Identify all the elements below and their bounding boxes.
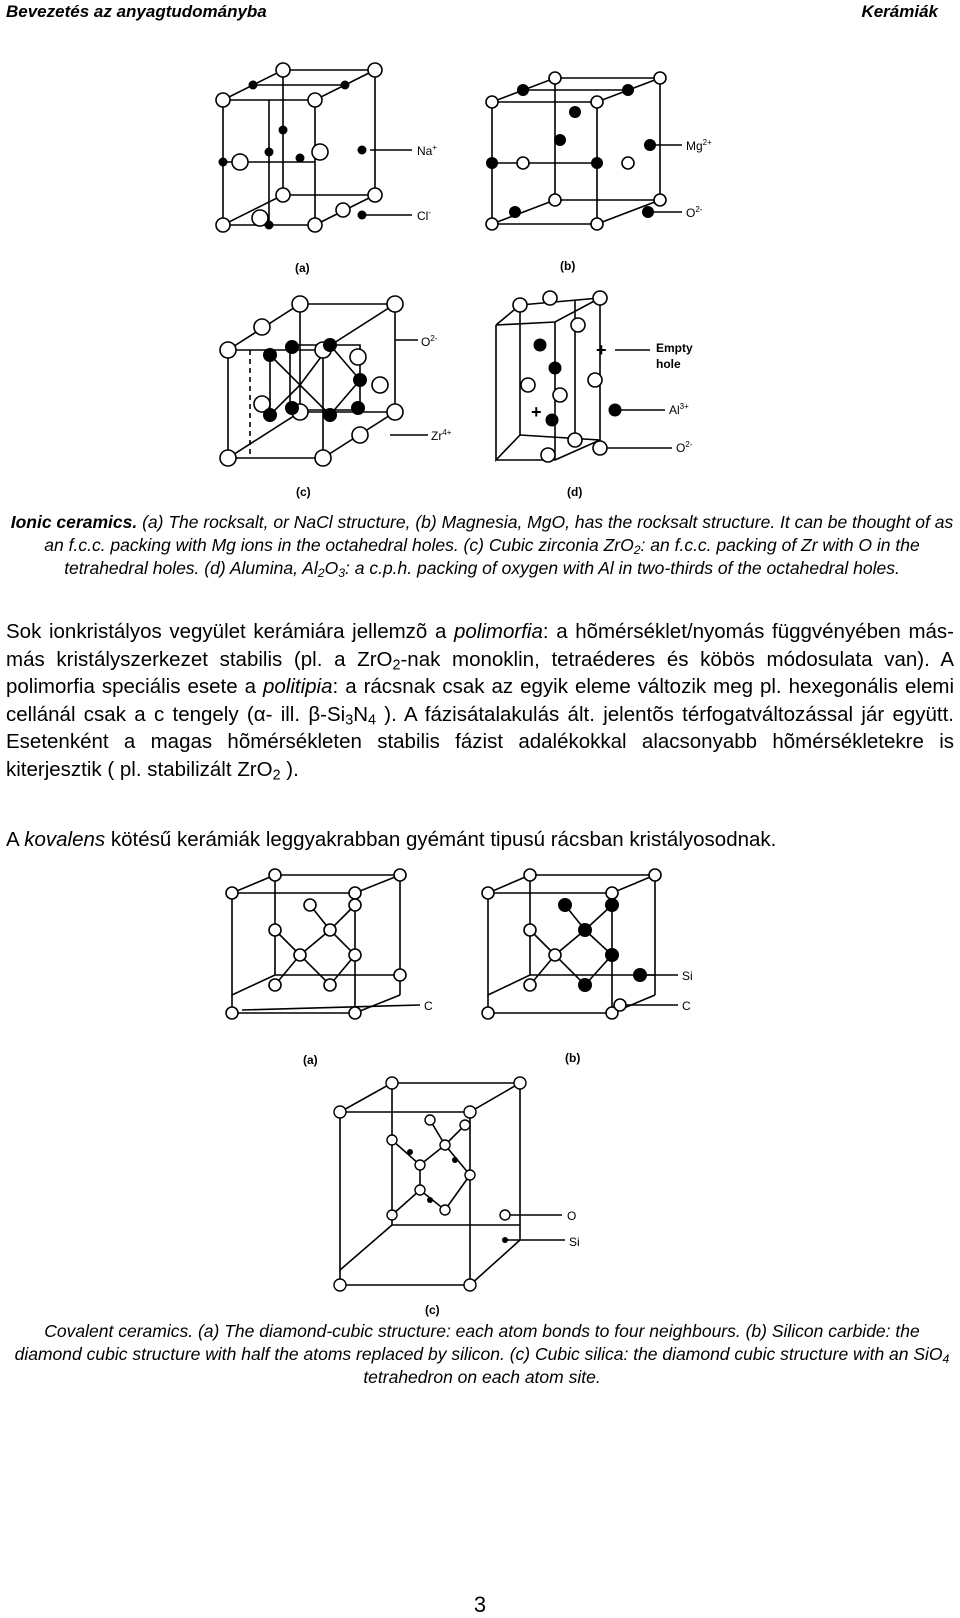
covalent-figure-labels	[303, 969, 693, 1317]
zirconia-cube-c	[228, 304, 395, 458]
covalent-ceramics-figure	[0, 860, 960, 1320]
magnesia-mg-atoms	[486, 84, 656, 218]
diamond-atoms	[226, 869, 406, 1019]
rocksalt-atoms	[216, 63, 382, 232]
rocksalt-cube-a	[223, 70, 375, 225]
svg-text:O: O	[567, 1209, 577, 1223]
para-text: N	[353, 702, 368, 726]
silicon-carbide-c-atoms	[482, 869, 661, 1019]
svg-text:(b): (b)	[560, 259, 576, 273]
svg-text:(b): (b)	[565, 1051, 581, 1065]
svg-text:(a): (a)	[295, 261, 310, 275]
para-emphasis: politipia	[262, 675, 333, 698]
para-text: : a rácsnak csak az egyik eleme változik meg pl. hexegonális elemi cellánál csak a c tengely (α- ill. β-Si	[6, 675, 955, 726]
para-subscript: 4	[368, 712, 376, 729]
para-emphasis: polimorfia	[454, 620, 543, 643]
svg-text:(d): (d)	[567, 485, 583, 499]
caption-subscript: 3	[338, 566, 346, 581]
svg-text:+: +	[596, 340, 607, 360]
ionic-ceramics-caption	[10, 511, 954, 580]
svg-text:Mg2+: $Mg^{2+}$	[686, 138, 712, 153]
ionic-ceramics-figure	[0, 55, 960, 505]
caption-text: : an f.c.c. packing of Zr with O in the tetrahedral holes. (d) Alumina, Al	[64, 535, 920, 578]
para-text: Sok ionkristályos vegyület kerámiára jellemzõ a	[6, 620, 454, 643]
svg-text:hole: hole	[656, 357, 681, 371]
svg-text:Zr4+: $Zr^{4+}$	[431, 428, 452, 443]
caption-text: tetrahedron on each atom site.	[363, 1367, 601, 1387]
caption-subscript: 4	[942, 1352, 950, 1367]
para-subscript: 2	[272, 767, 281, 784]
header-chapter: Kerámiák	[861, 2, 938, 21]
covalent-paragraph	[6, 826, 954, 854]
svg-text:+: +	[531, 402, 542, 422]
para-subscript: 3	[345, 712, 354, 729]
cubic-silica-cube-c	[340, 1083, 565, 1285]
svg-text:C: C	[682, 999, 691, 1013]
para-emphasis: kovalens	[24, 828, 106, 851]
para-subscript: 2	[392, 657, 401, 674]
silicon-carbide-cube-b	[488, 875, 678, 1013]
svg-text:Na+: Na+	[417, 143, 438, 158]
caption-lead: Ionic ceramics.	[10, 512, 138, 532]
svg-text:Al3+: $Al^{3+}$	[669, 402, 689, 417]
covalent-ceramics-caption	[10, 1320, 954, 1389]
svg-text:O2-: $O^{2-}$	[421, 334, 438, 349]
svg-text:Si: Si	[682, 969, 693, 983]
magnesia-cube-b	[492, 78, 660, 224]
para-text: : a hõmérséklet/nyomás függvényében más-más kristályszerkezet stabilis (pl. a ZrO	[6, 620, 954, 671]
para-text: ).	[280, 757, 299, 781]
alumina-al-atoms	[534, 339, 622, 427]
svg-text:(c): (c)	[296, 485, 311, 499]
caption-subscript: 2	[633, 543, 641, 558]
polymorphism-paragraph	[6, 618, 954, 783]
page-number: 3	[473, 1592, 487, 1617]
svg-text:(c): (c)	[425, 1303, 440, 1317]
svg-text:O2-: $O^{2-}$	[676, 440, 693, 455]
diamond-cube-a	[232, 875, 420, 1013]
para-text: -nak monoklin, tetraéderes és köbös módosulata van). A polimorfia speciális esete a	[6, 647, 954, 698]
cubic-silica-o-atoms	[334, 1077, 526, 1291]
svg-text:C: C	[424, 999, 433, 1013]
svg-text:Cl-: Cl-	[417, 208, 432, 223]
para-text: kötésű kerámiák leggyakrabban gyémánt tipusú rácsban kristályosodnak.	[105, 828, 777, 851]
caption-text: (a) The rocksalt, or NaCl structure, (b) Magnesia, MgO, has the rocksalt structure. It can be thought of as an f.c.c. packing with Mg ions in the octahedral holes. (c) Cubic zirconia ZrO	[44, 512, 954, 555]
caption-subscript: 2	[317, 566, 325, 581]
svg-text:O2-: $O^{2-}$	[686, 205, 703, 220]
caption-text: : a c.p.h. packing of oxygen with Al in two-thirds of the octahedral holes.	[345, 558, 900, 578]
alumina-o-atoms	[513, 291, 607, 462]
svg-text:(a): (a)	[303, 1053, 318, 1067]
header-title: Bevezetés az anyagtudományba	[6, 2, 267, 21]
para-text: ). A fázisátalakulás ált. jelentõs térfogatváltozással jár együtt. Esetenként a magas hõmérsékleten stabilis fázist adalékokkal alacsonyabb hõmérsékletekre is kiterjesztik ( pl. stabilizált ZrO	[6, 702, 954, 781]
caption-text: Covalent ceramics. (a) The diamond-cubic structure: each atom bonds to four neighbours. (b) Silicon carbide: the diamond cubic structure with half the atoms replaced by silicon. (c) Cubic silica: the diamond cubic structure with an SiO	[14, 1321, 943, 1364]
svg-text:Si: Si	[569, 1235, 580, 1249]
magnesia-o-atoms	[486, 72, 666, 230]
caption-text: O	[324, 558, 339, 578]
svg-text:Empty: Empty	[656, 341, 693, 355]
para-text: A	[6, 828, 25, 851]
zirconia-zr-atoms	[220, 296, 403, 466]
